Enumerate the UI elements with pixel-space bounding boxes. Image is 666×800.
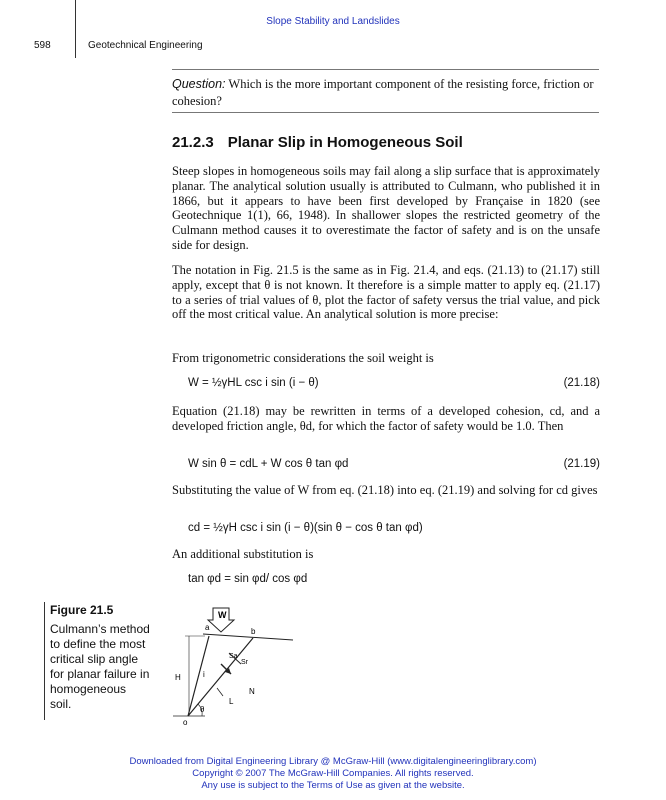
label-sr: Sr bbox=[241, 659, 248, 666]
page-number: 598 bbox=[34, 40, 51, 51]
figure-caption: Culmann’s method to define the most critical slip angle for planar failure in homogeneous soil. bbox=[50, 622, 150, 711]
book-title: Geotechnical Engineering bbox=[88, 40, 203, 51]
equation-text: W = ½γHL csc i sin (i − θ) bbox=[188, 377, 319, 389]
equation-cd bbox=[188, 522, 600, 534]
label-a: a bbox=[205, 623, 210, 632]
question-text: Which is the more important component of the resisting force, friction or cohesion? bbox=[172, 77, 594, 108]
label-o: o bbox=[183, 718, 188, 727]
paragraph-notation: The notation in Fig. 21.5 is the same as in Fig. 21.4, and eqs. (21.13) to (21.17) still apply, except that θ is not known. It therefore is a simple matter to apply eq. (21.17) to a series of trial values of θ, plot the factor of safety versus the trial value, and pick off the most critical value. An analytical solution is more precise: bbox=[172, 263, 600, 322]
label-sa: Sa bbox=[229, 653, 238, 660]
paragraph-culmann: Steep slopes in homogeneous soils may fail along a slip surface that is approximately planar. The analytical solution usually is attributed to Culmann, who published it in 1866, but it appears to have been first developed by Française in 1820 (see Geotechnique 1(1), 66, 1948). In shallower slopes the restricted geometry of the Culmann method causes it to overestimate the factor of safety and is on the unsafe side for design. bbox=[172, 164, 600, 252]
equation-21-19 bbox=[188, 458, 600, 470]
section-number: 21.2.3 bbox=[172, 134, 214, 151]
figure-caption-bar bbox=[44, 602, 45, 720]
paragraph-developed: Equation (21.18) may be rewritten in terms of a developed cohesion, cd, and a developed friction angle, θd, for which the factor of safety would be 1.0. Then bbox=[172, 404, 600, 433]
ground-surface-line bbox=[203, 634, 293, 640]
label-l: L bbox=[229, 697, 234, 706]
equation-text: tan φd = sin φd/ cos φd bbox=[188, 573, 308, 585]
label-b: b bbox=[251, 627, 256, 636]
equation-number: (21.18) bbox=[563, 377, 600, 389]
equation-text: W sin θ = cdL + W cos θ tan φd bbox=[188, 458, 349, 470]
question-block bbox=[172, 76, 600, 109]
label-h: H bbox=[175, 673, 181, 682]
equation-number: (21.19) bbox=[563, 458, 600, 470]
question-label: Question: bbox=[172, 77, 226, 91]
question-top-rule bbox=[172, 69, 599, 70]
paragraph-substituting: Substituting the value of W from eq. (21.18) into eq. (21.19) and solving for cd gives bbox=[172, 483, 598, 497]
header-divider bbox=[75, 0, 76, 58]
running-head: Slope Stability and Landslides bbox=[266, 16, 400, 27]
label-w: W bbox=[218, 610, 227, 620]
culmann-slope-diagram bbox=[165, 606, 305, 728]
equation-21-18 bbox=[188, 377, 600, 389]
figure-label: Figure 21.5 bbox=[50, 603, 114, 617]
section-heading bbox=[172, 134, 463, 151]
paragraph-soil-weight: From trigonometric considerations the soil weight is bbox=[172, 351, 434, 365]
equation-text: cd = ½γH csc i sin (i − θ)(sin θ − cos θ tan φd) bbox=[188, 522, 423, 534]
footer-copyright-line: Copyright © 2007 The McGraw-Hill Companies. All rights reserved. bbox=[192, 768, 474, 779]
equation-tan-phi bbox=[188, 573, 600, 585]
label-theta: θ bbox=[200, 705, 205, 714]
label-n: N bbox=[249, 687, 255, 696]
length-leader-line bbox=[217, 688, 223, 696]
label-i: i bbox=[203, 670, 205, 679]
section-title: Planar Slip in Homogeneous Soil bbox=[227, 134, 463, 151]
footer-terms-line: Any use is subject to the Terms of Use as given at the website. bbox=[201, 780, 465, 791]
paragraph-additional: An additional substitution is bbox=[172, 547, 314, 561]
footer-download-line[interactable]: Downloaded from Digital Engineering Library @ McGraw-Hill (www.digitalengineeringlibrary.com) bbox=[129, 756, 537, 767]
question-bottom-rule bbox=[172, 112, 599, 113]
